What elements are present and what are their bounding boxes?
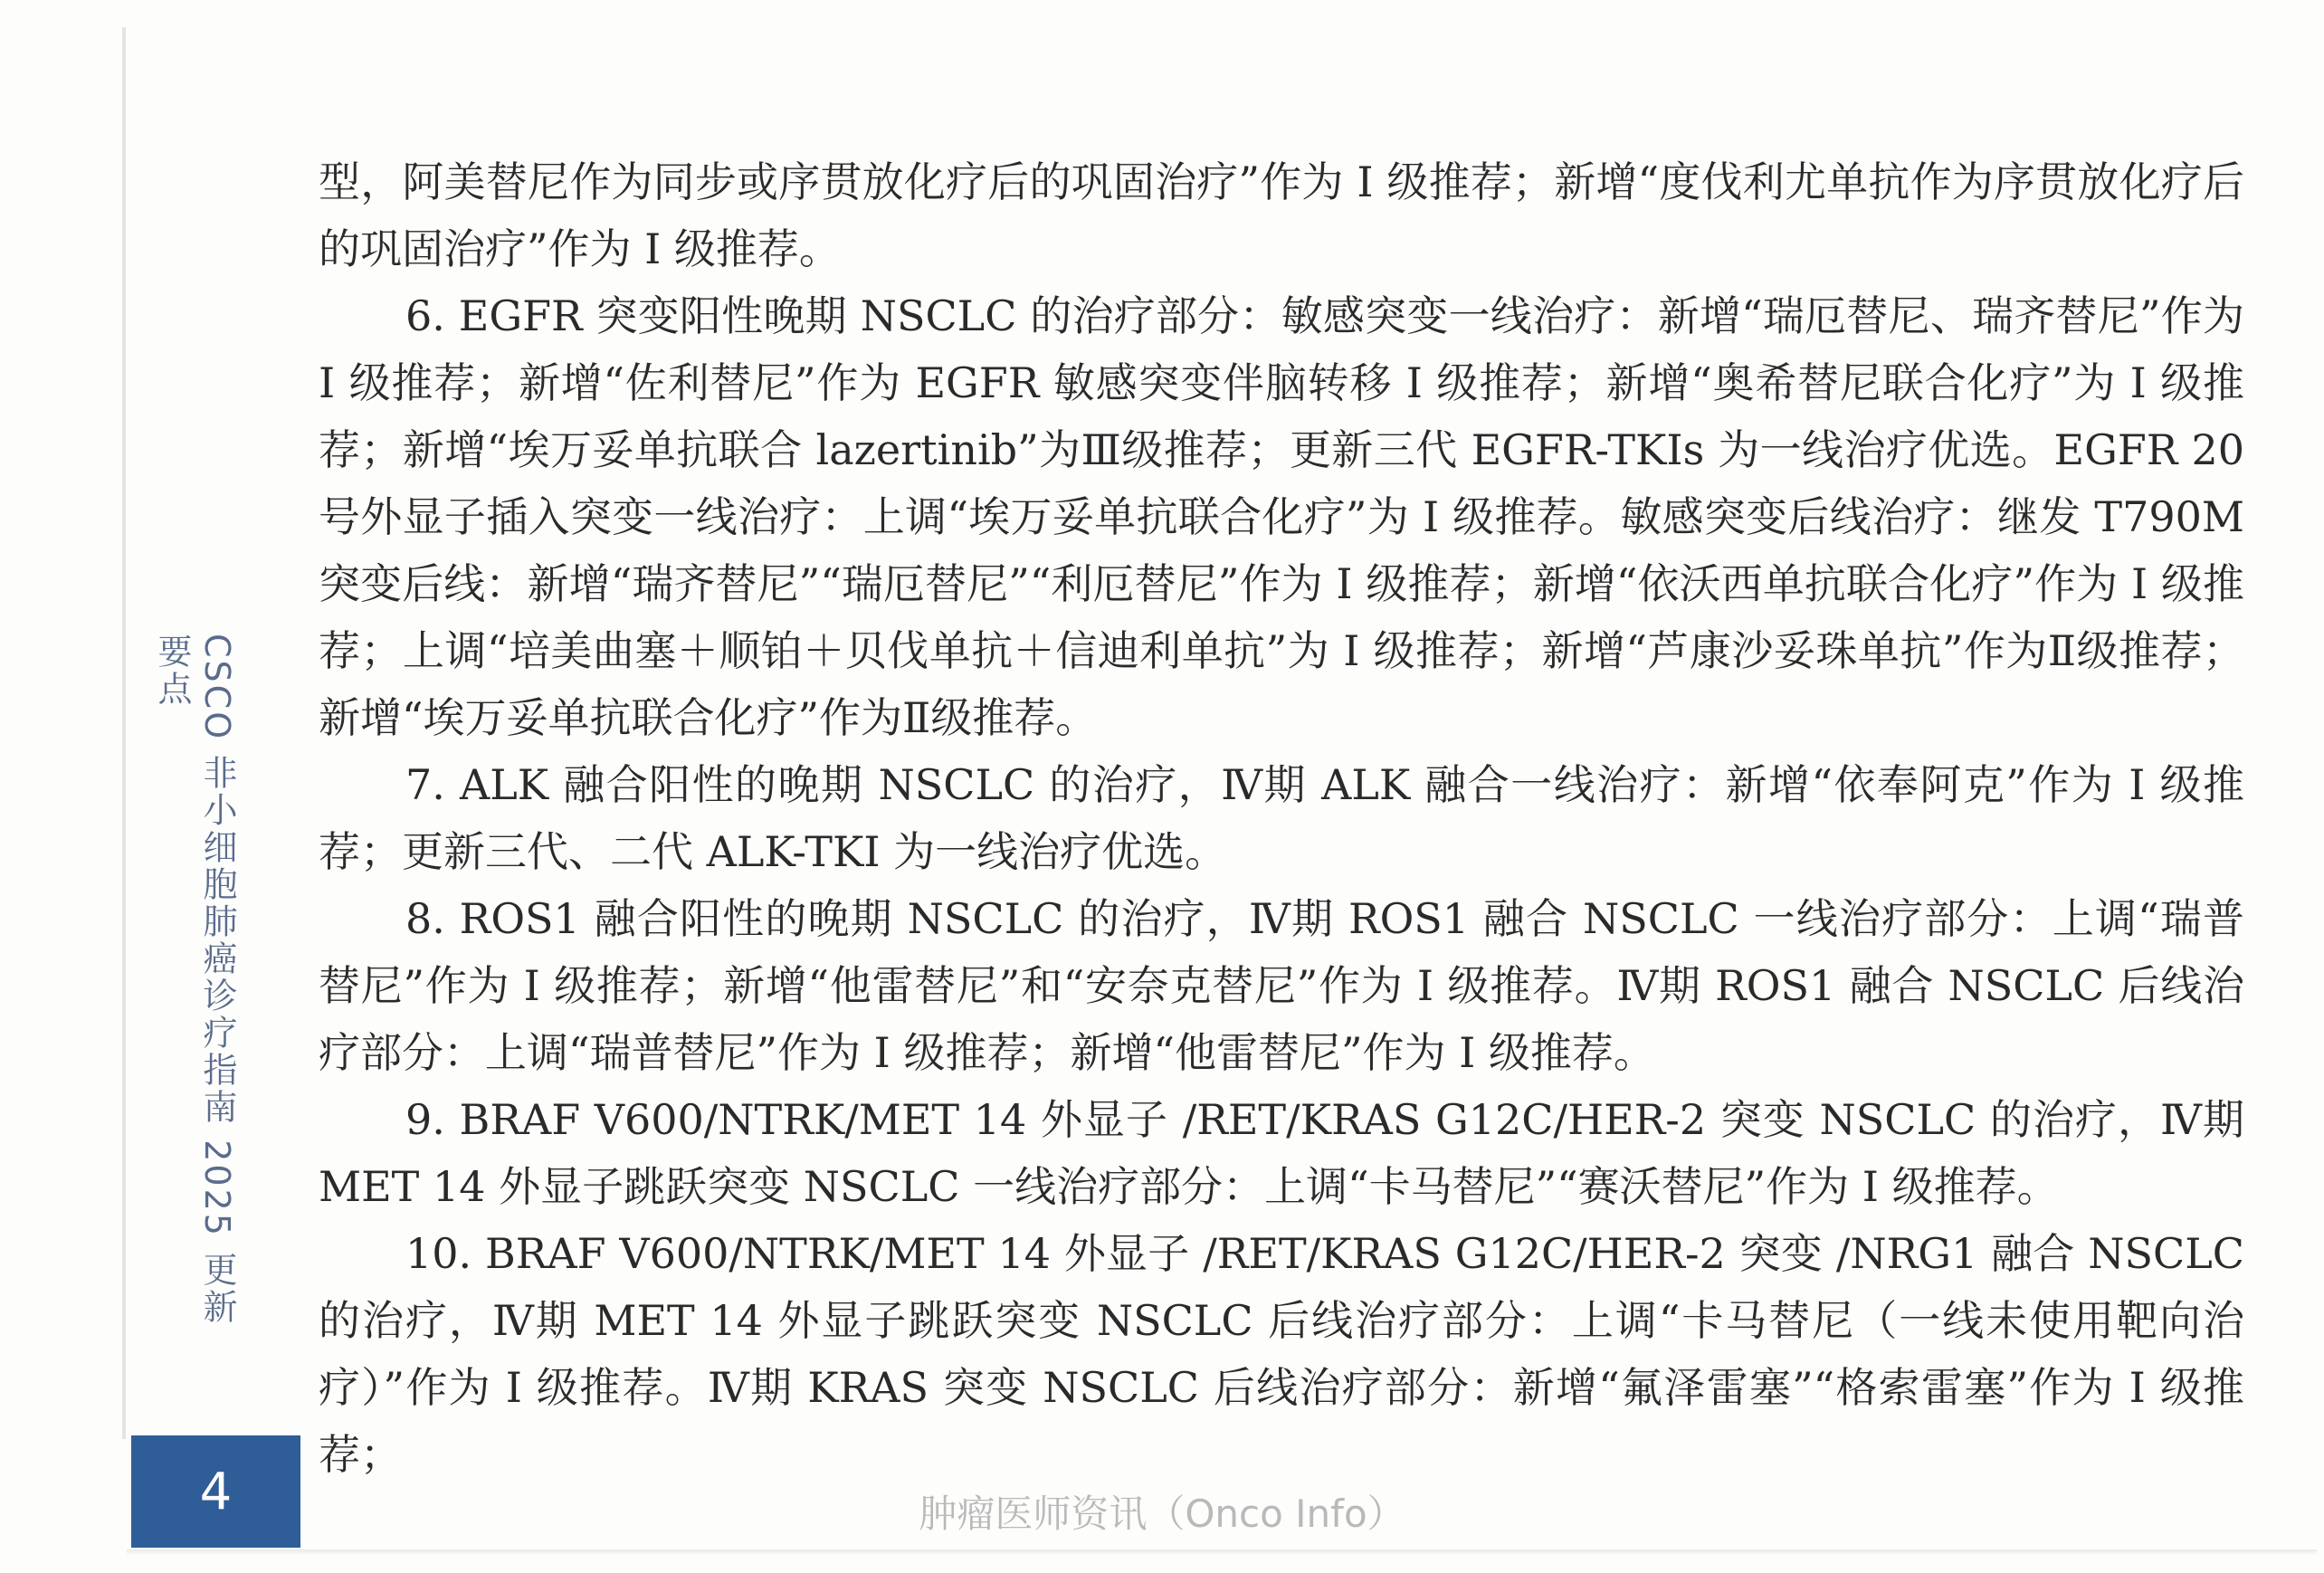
running-head: CSCO 非小细胞肺癌诊疗指南 2025 更新要点 (152, 634, 237, 1327)
spine-divider (122, 27, 126, 1439)
paragraph-continuation: 型，阿美替尼作为同步或序贯放化疗后的巩固治疗”作为 I 级推荐；新增“度伐利尤单抗作为序贯放化疗后的巩固治疗”作为 I 级推荐。 (319, 157, 2244, 273)
paragraph-item-9: 9. BRAF V600/NTRK/MET 14 外显子 /RET/KRAS G12C/HER-2 突变 NSCLC 的治疗，Ⅳ期 MET 14 外显子跳跃突变 NSCLC 一线治疗部分：上调“卡马替尼”“赛沃替尼”作为 I 级推荐。 (319, 1095, 2244, 1211)
paragraph-item-7: 7. ALK 融合阳性的晚期 NSCLC 的治疗，Ⅳ期 ALK 融合一线治疗：新增“依奉阿克”作为 I 级推荐；更新三代、二代 ALK-TKI 为一线治疗优选。 (319, 760, 2244, 876)
body-text (319, 148, 2244, 1488)
page-edge-shadow (127, 1549, 2317, 1555)
paragraph-item-8: 8. ROS1 融合阳性的晚期 NSCLC 的治疗，Ⅳ期 ROS1 融合 NSCLC 一线治疗部分：上调“瑞普替尼”作为 I 级推荐；新增“他雷替尼”和“安奈克替尼”作为 I 级推荐。Ⅳ期 ROS1 融合 NSCLC 后线治疗部分：上调“瑞普替尼”作为 I 级推荐；新增“他雷替尼”作为 I 级推荐。 (319, 894, 2244, 1077)
page-number: 4 (199, 1462, 233, 1521)
watermark-text: 肿瘤医师资讯（Onco Info） (919, 1492, 1405, 1536)
paragraph-item-6: 6. EGFR 突变阳性晚期 NSCLC 的治疗部分：敏感突变一线治疗：新增“瑞厄替尼、瑞齐替尼”作为 I 级推荐；新增“佐利替尼”作为 EGFR 敏感突变伴脑转移 I 级推荐；新增“奥希替尼联合化疗”为 I 级推荐；新增“埃万妥单抗联合 lazertinib”为Ⅲ级推荐；更新三代 EGFR-TKIs 为一线治疗优选。EGFR 20 号外显子插入突变一线治疗：上调“埃万妥单抗联合化疗”为 I 级推荐。敏感突变后线治疗：继发 T790M 突变后线：新增“瑞齐替尼”“瑞厄替尼”“利厄替尼”作为 I 级推荐；新增“依沃西单抗联合化疗”作为 I 级推荐；上调“培美曲塞＋顺铂＋贝伐单抗＋信迪利单抗”为 I 级推荐；新增“芦康沙妥珠单抗”作为Ⅱ级推荐；新增“埃万妥单抗联合化疗”作为Ⅱ级推荐。 (319, 291, 2244, 742)
paragraph-item-10: 10. BRAF V600/NTRK/MET 14 外显子 /RET/KRAS G12C/HER-2 突变 /NRG1 融合 NSCLC 的治疗，Ⅳ期 MET 14 外显子跳跃突变 NSCLC 后线治疗部分：上调“卡马替尼（一线未使用靶向治疗）”作为 I 级推荐。Ⅳ期 KRAS 突变 NSCLC 后线治疗部分：新增“氟泽雷塞”“格索雷塞”作为 I 级推荐； (319, 1229, 2244, 1479)
